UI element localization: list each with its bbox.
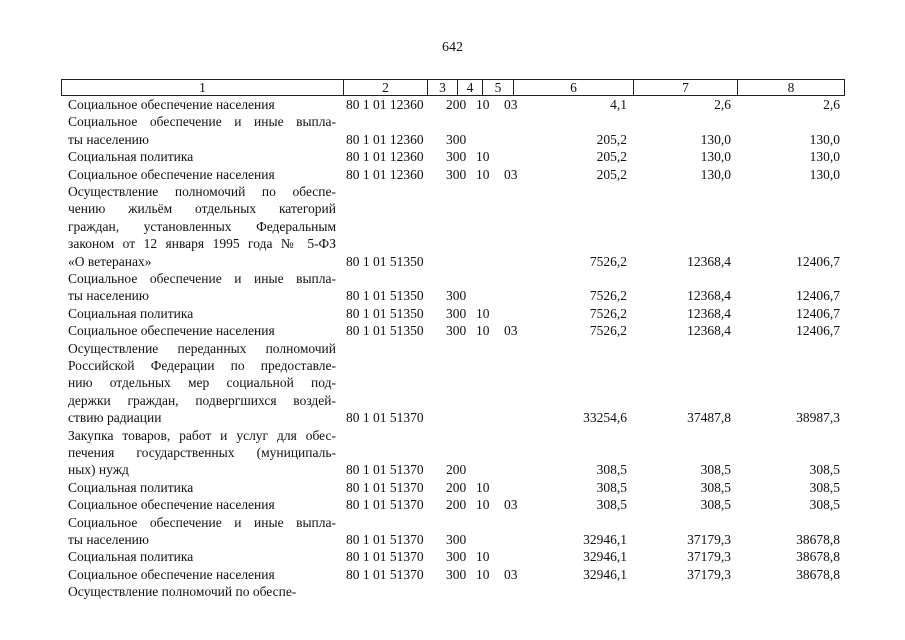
cell-2024: 308,5 <box>596 462 627 478</box>
cell-pr: 03 <box>504 166 518 182</box>
cell-2024: 7526,2 <box>589 253 627 269</box>
cell-2025: 130,0 <box>700 131 731 147</box>
row-name-line: держки граждан, подвергшихся воздей- <box>68 392 336 408</box>
table-row <box>0 583 905 600</box>
cell-2026: 130,0 <box>809 131 840 147</box>
header-col-4: 4 <box>457 80 482 95</box>
cell-rz: 10 <box>476 566 490 582</box>
cell-pr: 03 <box>504 97 518 112</box>
table-row <box>0 270 905 305</box>
row-name-line: Социальная политика <box>68 149 194 165</box>
header-col-8: 8 <box>737 80 844 95</box>
cell-vr: 300 <box>446 305 467 321</box>
cell-csr: 80 1 01 12360 <box>346 149 424 165</box>
cell-csr: 80 1 01 51350 <box>346 323 424 339</box>
table-header-row <box>61 79 845 96</box>
cell-csr: 80 1 01 51370 <box>346 566 424 582</box>
cell-vr: 300 <box>446 323 467 339</box>
cell-2026: 38678,8 <box>796 531 840 547</box>
row-name-line: Социальное обеспечение населения <box>68 97 275 112</box>
table-row <box>0 427 905 479</box>
table-row <box>0 322 905 339</box>
cell-2024: 32946,1 <box>583 566 627 582</box>
row-name-line: Закупка товаров, работ и услуг для обес- <box>68 427 336 443</box>
table-row <box>0 305 905 322</box>
cell-2024: 32946,1 <box>583 531 627 547</box>
row-name-line: Осуществление полномочий по обеспе- <box>68 584 297 600</box>
table-body <box>0 96 905 600</box>
cell-2024: 32946,1 <box>583 549 627 565</box>
cell-2026: 38678,8 <box>796 566 840 582</box>
row-name-line: Социальное обеспечение и иные выпла- <box>68 114 336 130</box>
cell-rz: 10 <box>476 97 490 112</box>
table-row <box>0 113 905 148</box>
cell-2026: 130,0 <box>809 149 840 165</box>
row-name-line: «О ветеранах» <box>68 253 152 269</box>
row-name-line: Социальная политика <box>68 305 194 321</box>
cell-2025: 12368,4 <box>687 305 731 321</box>
cell-2025: 2,6 <box>714 97 731 112</box>
cell-csr: 80 1 01 51350 <box>346 305 424 321</box>
header-col-3: 3 <box>427 80 457 95</box>
cell-2025: 308,5 <box>700 479 731 495</box>
row-name-line: ты населению <box>68 288 149 304</box>
cell-2026: 38987,3 <box>796 410 840 426</box>
cell-csr: 80 1 01 12360 <box>346 97 424 112</box>
cell-2025: 37179,3 <box>687 566 731 582</box>
cell-rz: 10 <box>476 166 490 182</box>
cell-rz: 10 <box>476 305 490 321</box>
cell-vr: 300 <box>446 166 467 182</box>
row-name-line: ты населению <box>68 531 149 547</box>
cell-2026: 12406,7 <box>796 305 840 321</box>
row-name-line: Социальное обеспечение и иные выпла- <box>68 514 336 530</box>
table-row <box>0 496 905 513</box>
header-col-2: 2 <box>343 80 427 95</box>
cell-csr: 80 1 01 12360 <box>346 131 424 147</box>
page-number: 642 <box>442 40 463 55</box>
cell-2024: 7526,2 <box>589 323 627 339</box>
cell-2024: 205,2 <box>596 166 627 182</box>
cell-2026: 2,6 <box>823 97 840 112</box>
cell-2025: 308,5 <box>700 462 731 478</box>
cell-2025: 37179,3 <box>687 531 731 547</box>
cell-vr: 300 <box>446 288 467 304</box>
cell-2025: 37179,3 <box>687 549 731 565</box>
cell-pr: 03 <box>504 566 518 582</box>
cell-2026: 308,5 <box>809 497 840 513</box>
row-name-line: Социальная политика <box>68 479 194 495</box>
table-row <box>0 514 905 549</box>
cell-2026: 308,5 <box>809 462 840 478</box>
cell-2025: 12368,4 <box>687 253 731 269</box>
header-col-6: 6 <box>513 80 633 95</box>
row-name-line: Осуществление переданных полномочий <box>68 340 336 356</box>
cell-2024: 33254,6 <box>583 410 627 426</box>
table-row <box>0 566 905 583</box>
cell-vr: 200 <box>446 462 467 478</box>
row-name-line: Социальная политика <box>68 549 194 565</box>
cell-csr: 80 1 01 51350 <box>346 288 424 304</box>
cell-rz: 10 <box>476 497 490 513</box>
row-name-line: чению жильём отдельных категорий <box>68 201 336 217</box>
cell-2025: 12368,4 <box>687 323 731 339</box>
cell-2026: 12406,7 <box>796 288 840 304</box>
row-name-line: Социальное обеспечение населения <box>68 166 275 182</box>
table-row <box>0 166 905 183</box>
cell-2025: 12368,4 <box>687 288 731 304</box>
cell-2026: 38678,8 <box>796 549 840 565</box>
row-name-line: Осуществление полномочий по обеспе- <box>68 183 336 199</box>
cell-csr: 80 1 01 51370 <box>346 462 424 478</box>
row-name-line: Социальное обеспечение населения <box>68 323 275 339</box>
cell-csr: 80 1 01 51370 <box>346 497 424 513</box>
row-name-line: ты населению <box>68 131 149 147</box>
cell-vr: 300 <box>446 531 467 547</box>
table-row <box>0 96 905 113</box>
cell-csr: 80 1 01 51350 <box>346 253 424 269</box>
row-name-line: граждан, установленных Федеральным <box>68 218 336 234</box>
cell-csr: 80 1 01 51370 <box>346 410 424 426</box>
row-name-line: нию отдельных мер социальной под- <box>68 375 336 391</box>
row-name-line: Социальное обеспечение населения <box>68 497 275 513</box>
cell-2026: 12406,7 <box>796 323 840 339</box>
cell-vr: 300 <box>446 549 467 565</box>
cell-csr: 80 1 01 51370 <box>346 479 424 495</box>
row-name-line: законом от 12 января 1995 года № 5-ФЗ <box>68 236 336 252</box>
table-row <box>0 548 905 565</box>
cell-2025: 308,5 <box>700 497 731 513</box>
cell-rz: 10 <box>476 149 490 165</box>
cell-csr: 80 1 01 51370 <box>346 531 424 547</box>
cell-2026: 12406,7 <box>796 253 840 269</box>
cell-vr: 200 <box>446 497 467 513</box>
row-name-line: Социальное обеспечение населения <box>68 566 275 582</box>
cell-rz: 10 <box>476 323 490 339</box>
table-row <box>0 148 905 165</box>
row-name-line: печения государственных (муниципаль- <box>68 444 336 460</box>
cell-2024: 4,1 <box>610 97 627 112</box>
cell-vr: 300 <box>446 131 467 147</box>
cell-pr: 03 <box>504 323 518 339</box>
cell-2024: 308,5 <box>596 497 627 513</box>
table-row <box>0 479 905 496</box>
cell-vr: 300 <box>446 566 467 582</box>
cell-rz: 10 <box>476 479 490 495</box>
cell-vr: 200 <box>446 479 467 495</box>
cell-csr: 80 1 01 51370 <box>346 549 424 565</box>
cell-2024: 7526,2 <box>589 288 627 304</box>
row-name-line: Российской Федерации по предоставле- <box>68 357 336 373</box>
cell-2026: 130,0 <box>809 166 840 182</box>
table-row <box>0 183 905 270</box>
cell-rz: 10 <box>476 549 490 565</box>
cell-csr: 80 1 01 12360 <box>346 166 424 182</box>
row-name-line: Социальное обеспечение и иные выпла- <box>68 270 336 286</box>
header-col-1: 1 <box>199 80 206 95</box>
cell-2025: 130,0 <box>700 166 731 182</box>
cell-2025: 37487,8 <box>687 410 731 426</box>
cell-2024: 205,2 <box>596 149 627 165</box>
cell-vr: 200 <box>446 97 467 112</box>
cell-vr: 300 <box>446 149 467 165</box>
cell-2025: 130,0 <box>700 149 731 165</box>
row-name-line: ствию радиации <box>68 410 162 426</box>
row-name-line: ных) нужд <box>68 462 129 478</box>
header-col-5: 5 <box>482 80 513 95</box>
header-col-7: 7 <box>633 80 737 95</box>
cell-2024: 205,2 <box>596 131 627 147</box>
cell-2024: 7526,2 <box>589 305 627 321</box>
cell-pr: 03 <box>504 497 518 513</box>
table-row <box>0 340 905 427</box>
cell-2024: 308,5 <box>596 479 627 495</box>
cell-2026: 308,5 <box>809 479 840 495</box>
